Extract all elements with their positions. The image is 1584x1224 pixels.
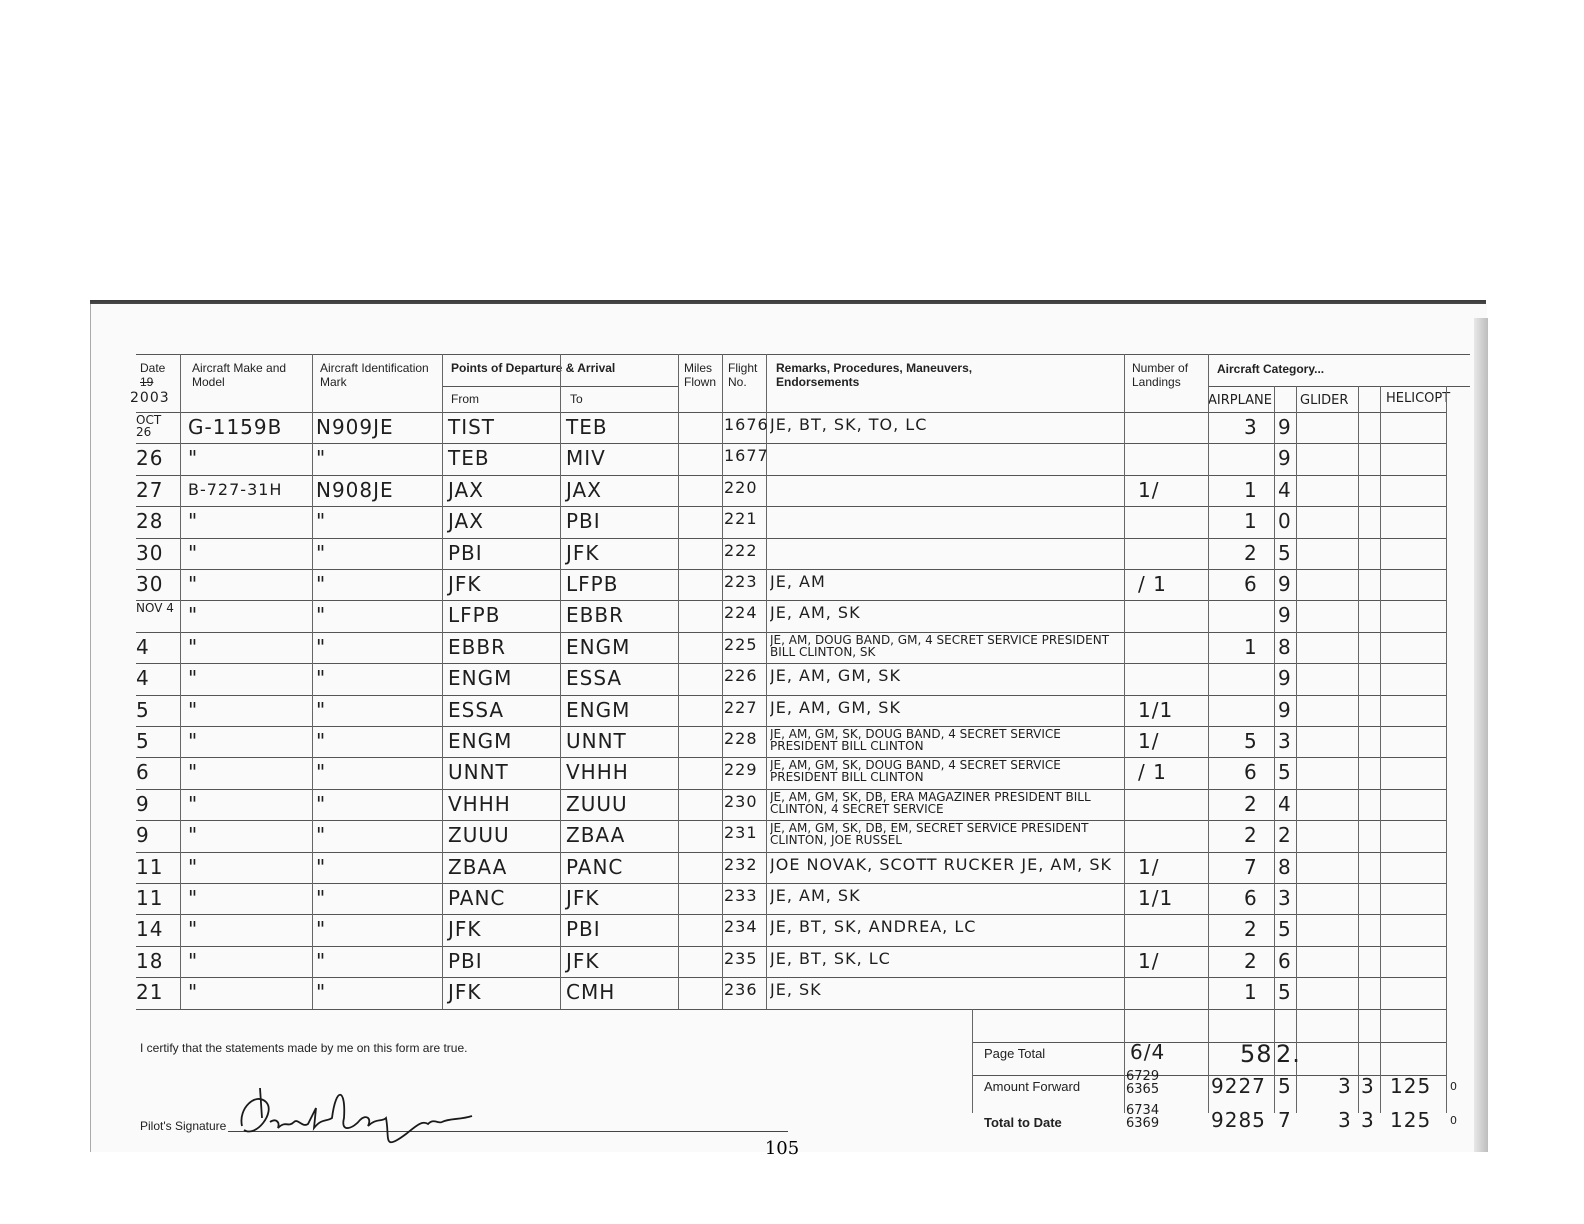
- cell-from: JAX: [448, 477, 484, 502]
- cell-aircraft-ident: ": [316, 446, 327, 471]
- header-date: Date 19: [140, 361, 166, 389]
- cell-aircraft-ident: ": [316, 729, 327, 753]
- cell-flight-number: 236: [724, 980, 758, 1000]
- cell-flight-number: 226: [724, 666, 758, 686]
- cell-aircraft-ident: ": [316, 634, 327, 659]
- header-points: Points of Departure & Arrival: [451, 361, 616, 375]
- cell-from: UNNT: [448, 760, 509, 785]
- header-landings: Number of Landings: [1132, 361, 1189, 389]
- cell-flight-number: 227: [724, 697, 758, 717]
- amount-forward-hours: 9227: [1211, 1074, 1266, 1098]
- category-subheader-rule: [1208, 386, 1470, 387]
- page-total-tenths: 2.: [1276, 1040, 1301, 1068]
- row-rule: [136, 443, 1446, 444]
- header-remarks: Remarks, Procedures, Maneuvers, Endorsements: [776, 361, 973, 389]
- cell-aircraft-make: ": [188, 823, 199, 848]
- cell-remarks: [770, 478, 1120, 506]
- category-glider: GLIDER: [1300, 393, 1349, 408]
- cell-airplane-tenths: 8: [1278, 634, 1292, 659]
- cell-aircraft-ident: N908JE: [316, 477, 394, 502]
- category-column-rule: [1296, 386, 1297, 1009]
- category-helicopter: HELICOPT: [1386, 391, 1451, 406]
- cell-date: 30: [136, 540, 164, 565]
- cell-to: JFK: [566, 886, 600, 910]
- footer-column-rule: [1446, 1009, 1447, 1113]
- cell-flight-number: 1676: [724, 415, 769, 434]
- cell-airplane-hours: 2: [1244, 823, 1258, 848]
- cell-to: ENGM: [566, 697, 631, 722]
- cell-from: TEB: [448, 446, 490, 471]
- cell-date: 6: [136, 760, 150, 785]
- cell-airplane-hours: 1: [1244, 980, 1258, 1005]
- cell-landings: 1/: [1138, 854, 1160, 879]
- cell-from: JAX: [448, 509, 484, 534]
- cell-landings: 1/: [1138, 948, 1160, 973]
- cell-landings: 1/1: [1138, 697, 1174, 722]
- cell-airplane-hours: 6: [1244, 886, 1258, 910]
- cell-airplane-hours: 7: [1244, 854, 1258, 879]
- cell-to: MIV: [566, 446, 606, 471]
- cell-remarks: [770, 446, 1120, 474]
- row-rule: [136, 977, 1446, 978]
- footer-rule: [972, 1042, 1446, 1043]
- footer-column-rule: [1358, 1009, 1359, 1113]
- cell-aircraft-ident: ": [316, 697, 327, 722]
- row-rule: [136, 883, 1446, 884]
- cell-flight-number: 234: [724, 917, 758, 937]
- cell-airplane-tenths: 9: [1278, 603, 1292, 628]
- cell-from: ESSA: [448, 697, 505, 722]
- header-miles: Miles Flown: [684, 361, 717, 389]
- cell-flight-number: 232: [724, 854, 758, 874]
- footer-column-rule: [1380, 1009, 1381, 1113]
- cell-flight-number: 225: [724, 634, 758, 654]
- cell-airplane-hours: 3: [1244, 415, 1258, 439]
- cell-flight-number: 233: [724, 886, 758, 905]
- cell-airplane-hours: 5: [1244, 729, 1258, 753]
- cell-aircraft-make: B-727-31H: [188, 479, 283, 499]
- cell-flight-number: 224: [724, 603, 758, 623]
- header-flight: Flight No.: [728, 361, 758, 389]
- cell-date: 27: [136, 477, 164, 502]
- cell-aircraft-make: ": [188, 729, 199, 753]
- cell-flight-number: 220: [724, 477, 758, 497]
- cell-from: VHHH: [448, 791, 511, 816]
- cell-aircraft-make: ": [188, 854, 199, 879]
- page-total-hours: 58: [1240, 1040, 1273, 1068]
- cell-airplane-hours: 6: [1244, 572, 1258, 596]
- row-rule: [136, 726, 1446, 727]
- cell-flight-number: 229: [724, 760, 758, 780]
- cell-airplane-hours: 2: [1244, 540, 1258, 565]
- cell-remarks: JE, BT, SK, TO, LC: [770, 415, 928, 434]
- cell-date: 11: [136, 854, 164, 879]
- row-rule: [136, 695, 1446, 696]
- column-rule: [560, 354, 561, 1009]
- cell-remarks: JE, BT, SK, ANDREA, LC: [770, 917, 977, 937]
- cell-aircraft-ident: ": [316, 666, 327, 691]
- row-rule: [136, 757, 1446, 758]
- row-rule: [136, 600, 1446, 601]
- amount-forward-glider-b: 3: [1361, 1074, 1375, 1098]
- cell-landings: 1/1: [1138, 886, 1174, 910]
- total-to-date-tenths: 7: [1278, 1108, 1292, 1132]
- cell-aircraft-make: ": [188, 917, 199, 942]
- cell-airplane-tenths: 9: [1278, 446, 1292, 471]
- cell-date: NOV 4: [136, 601, 174, 616]
- cell-to: PANC: [566, 854, 624, 879]
- cell-from: PBI: [448, 948, 483, 973]
- column-rule: [722, 354, 723, 1009]
- header-to: To: [570, 392, 583, 406]
- amount-forward-heli-a: 125: [1390, 1074, 1432, 1098]
- cell-aircraft-make: ": [188, 666, 199, 691]
- cell-to: JFK: [566, 948, 600, 973]
- row-rule: [136, 852, 1446, 853]
- row-rule: [136, 506, 1446, 507]
- cell-aircraft-make: ": [188, 886, 199, 910]
- cell-aircraft-ident: ": [316, 509, 327, 534]
- cell-to: TEB: [566, 415, 608, 439]
- cell-from: EBBR: [448, 634, 506, 659]
- cell-to: ZBAA: [566, 823, 626, 848]
- cell-to: ESSA: [566, 666, 623, 691]
- row-rule: [136, 412, 1446, 413]
- cell-airplane-hours: 1: [1244, 477, 1258, 502]
- cell-remarks: JE, AM, GM, SK, DOUG BAND, 4 SECRET SERVICE PRESIDENT BILL CLINTON: [770, 728, 1061, 753]
- cell-aircraft-ident: ": [316, 948, 327, 973]
- cell-aircraft-make: ": [188, 603, 199, 628]
- cell-date: 5: [136, 697, 150, 722]
- footer-column-rule: [1124, 1009, 1125, 1113]
- footer-column-rule: [1274, 1009, 1275, 1113]
- category-column-rule: [1274, 386, 1275, 1009]
- header-ident: Aircraft Identification Mark: [320, 361, 429, 389]
- cell-from: TIST: [448, 415, 496, 439]
- cell-remarks: JE, AM, GM, SK, DB, EM, SECRET SERVICE PRESIDENT CLINTON, JOE RUSSEL: [770, 822, 1089, 848]
- total-to-date-hours: 9285: [1211, 1108, 1266, 1132]
- cell-airplane-tenths: 9: [1278, 415, 1292, 439]
- total-to-date-heli-a: 125: [1390, 1108, 1432, 1132]
- row-rule: [136, 789, 1446, 790]
- cell-remarks: JOE NOVAK, SCOTT RUCKER JE, AM, SK: [770, 854, 1112, 874]
- cell-remarks: JE, SK: [770, 980, 822, 1000]
- cell-aircraft-make: ": [188, 948, 199, 973]
- page-total-landings: 6/4: [1130, 1040, 1166, 1064]
- cell-remarks: JE, AM, GM, SK: [770, 697, 901, 717]
- cell-airplane-tenths: 3: [1278, 886, 1292, 910]
- cell-remarks: JE, AM, GM, SK: [770, 666, 901, 686]
- cell-remarks: JE, AM, DOUG BAND, GM, 4 SECRET SERVICE PRESIDENT BILL CLINTON, SK: [770, 633, 1110, 659]
- amount-forward-tenths: 5: [1278, 1074, 1292, 1098]
- cell-aircraft-ident: ": [316, 823, 327, 848]
- cell-date: 4: [136, 634, 150, 659]
- cell-remarks: [770, 509, 1120, 537]
- cell-from: JFK: [448, 572, 482, 596]
- cell-flight-number: 221: [724, 509, 758, 529]
- cell-flight-number: 235: [724, 948, 758, 968]
- page-total-label: Page Total: [984, 1046, 1046, 1061]
- cell-landings: 1/: [1138, 729, 1160, 753]
- total-to-date-glider-b: 3: [1361, 1108, 1375, 1132]
- cell-aircraft-ident: ": [316, 917, 327, 942]
- column-rule: [1124, 354, 1125, 1009]
- cell-airplane-tenths: 0: [1278, 509, 1292, 534]
- cell-airplane-tenths: 9: [1278, 666, 1292, 691]
- cell-to: LFPB: [566, 572, 619, 596]
- cell-from: ENGM: [448, 666, 513, 691]
- cell-from: JFK: [448, 980, 482, 1005]
- cell-date: 30: [136, 572, 164, 596]
- cell-remarks: JE, AM: [770, 572, 826, 591]
- cell-airplane-tenths: 6: [1278, 948, 1292, 973]
- cell-from: LFPB: [448, 603, 501, 628]
- cell-airplane-hours: 2: [1244, 917, 1258, 942]
- cell-airplane-tenths: 5: [1278, 760, 1292, 785]
- cell-landings: 1/: [1138, 477, 1160, 502]
- cell-aircraft-make: ": [188, 572, 199, 596]
- cell-date: 11: [136, 886, 164, 910]
- cell-date: OCT 26: [136, 413, 162, 439]
- cell-date: 9: [136, 823, 150, 848]
- cell-date: 28: [136, 509, 164, 534]
- cell-to: JAX: [566, 477, 602, 502]
- cell-to: UNNT: [566, 729, 627, 753]
- cell-date: 18: [136, 948, 164, 973]
- cell-date: 5: [136, 729, 150, 753]
- column-rule: [442, 354, 443, 1009]
- total-to-date-landings: 6734 6369: [1126, 1103, 1160, 1131]
- cell-aircraft-ident: ": [316, 540, 327, 565]
- row-rule: [136, 663, 1446, 664]
- column-rule: [1208, 354, 1209, 1009]
- cell-landings: / 1: [1138, 760, 1167, 785]
- cell-airplane-tenths: 5: [1278, 980, 1292, 1005]
- category-column-rule: [1380, 386, 1381, 1009]
- amount-forward-heli-b: 0: [1450, 1080, 1457, 1093]
- cell-date: 26: [136, 446, 164, 471]
- row-rule: [136, 538, 1446, 539]
- cell-aircraft-ident: ": [316, 980, 327, 1005]
- cell-airplane-tenths: 2: [1278, 823, 1292, 848]
- page-number: 105: [764, 1138, 800, 1159]
- cell-from: ENGM: [448, 729, 513, 753]
- amount-forward-glider-a: 3: [1338, 1074, 1352, 1098]
- row-rule: [136, 1009, 1446, 1010]
- cell-remarks: JE, AM, GM, SK, DB, ERA MAGAZINER PRESIDENT BILL CLINTON, 4 SECRET SERVICE: [770, 790, 1091, 816]
- header-top-rule: [136, 354, 1470, 355]
- cell-flight-number: 1677: [724, 446, 769, 466]
- total-to-date-label: Total to Date: [984, 1115, 1062, 1130]
- cell-airplane-tenths: 4: [1278, 477, 1292, 502]
- cell-aircraft-make: ": [188, 540, 199, 565]
- cell-to: JFK: [566, 540, 600, 565]
- cell-airplane-tenths: 5: [1278, 917, 1292, 942]
- cell-aircraft-ident: ": [316, 603, 327, 628]
- cell-to: CMH: [566, 980, 616, 1005]
- cell-flight-number: 222: [724, 540, 758, 560]
- cell-aircraft-ident: ": [316, 760, 327, 785]
- cell-from: ZBAA: [448, 854, 508, 879]
- cell-airplane-hours: 6: [1244, 760, 1258, 785]
- column-rule: [678, 354, 679, 1009]
- cell-to: VHHH: [566, 760, 629, 785]
- cell-aircraft-make: ": [188, 697, 199, 722]
- cell-from: PANC: [448, 886, 506, 910]
- cell-aircraft-make: ": [188, 760, 199, 785]
- total-to-date-heli-b: 0: [1450, 1114, 1457, 1127]
- cell-aircraft-make: ": [188, 446, 199, 471]
- cell-airplane-tenths: 5: [1278, 540, 1292, 565]
- cell-to: EBBR: [566, 603, 624, 628]
- cell-date: 21: [136, 980, 164, 1005]
- cell-aircraft-make: ": [188, 509, 199, 534]
- cell-landings: / 1: [1138, 572, 1167, 596]
- cell-flight-number: 230: [724, 791, 758, 811]
- cell-remarks: JE, AM, GM, SK, DOUG BAND, 4 SECRET SERVICE PRESIDENT BILL CLINTON: [770, 759, 1061, 785]
- cell-airplane-hours: 1: [1244, 634, 1258, 659]
- total-to-date-glider-a: 3: [1338, 1108, 1352, 1132]
- cell-aircraft-ident: ": [316, 854, 327, 879]
- column-rule: [180, 354, 181, 1009]
- category-airplane: AIRPLANE: [1208, 393, 1272, 408]
- row-rule: [136, 820, 1446, 821]
- cell-aircraft-ident: ": [316, 886, 327, 910]
- header-category: Aircraft Category...: [1217, 362, 1325, 376]
- footer-rule: [972, 1075, 1446, 1076]
- cell-to: ZUUU: [566, 791, 628, 816]
- row-rule: [136, 632, 1446, 633]
- header-make-model: Aircraft Make and Model: [192, 361, 287, 389]
- column-rule: [312, 354, 313, 1009]
- category-column-rule: [1358, 386, 1359, 1009]
- row-rule: [136, 914, 1446, 915]
- cell-from: PBI: [448, 540, 483, 565]
- row-rule: [136, 475, 1446, 476]
- cell-aircraft-ident: ": [316, 572, 327, 596]
- cell-flight-number: 231: [724, 823, 758, 843]
- scan-right-edge: [1474, 318, 1488, 1152]
- footer-column-rule: [972, 1009, 973, 1113]
- cell-from: ZUUU: [448, 823, 510, 848]
- cell-remarks: JE, AM, SK: [770, 603, 861, 623]
- cell-airplane-hours: 1: [1244, 509, 1258, 534]
- cell-airplane-tenths: 3: [1278, 729, 1292, 753]
- cell-to: PBI: [566, 509, 601, 534]
- cell-flight-number: 223: [724, 572, 758, 591]
- cell-aircraft-ident: N909JE: [316, 415, 394, 439]
- cell-airplane-tenths: 4: [1278, 791, 1292, 816]
- row-rule: [136, 946, 1446, 947]
- category-column-rule: [1446, 386, 1447, 1009]
- cell-to: PBI: [566, 917, 601, 942]
- cell-airplane-tenths: 8: [1278, 854, 1292, 879]
- cell-remarks: [770, 541, 1120, 569]
- points-column-rule: [560, 386, 561, 412]
- cell-to: ENGM: [566, 634, 631, 659]
- cell-remarks: JE, AM, SK: [770, 886, 861, 905]
- cell-aircraft-make: ": [188, 980, 199, 1005]
- cell-aircraft-make: ": [188, 791, 199, 816]
- cell-airplane-tenths: 9: [1278, 697, 1292, 722]
- footer-column-rule: [1208, 1009, 1209, 1113]
- amount-forward-landings: 6729 6365: [1126, 1069, 1160, 1097]
- signature-label: Pilot's Signature: [140, 1119, 227, 1133]
- certify-statement: I certify that the statements made by me on this form are true.: [140, 1041, 468, 1055]
- cell-aircraft-ident: ": [316, 791, 327, 816]
- cell-airplane-tenths: 9: [1278, 572, 1292, 596]
- cell-aircraft-make: G-1159B: [188, 415, 283, 439]
- cell-remarks: JE, BT, SK, LC: [770, 948, 891, 968]
- cell-flight-number: 228: [724, 729, 758, 748]
- cell-date: 14: [136, 917, 164, 942]
- pilot-signature: [236, 1078, 476, 1154]
- header-year: 2003: [130, 390, 170, 406]
- cell-airplane-hours: 2: [1244, 948, 1258, 973]
- header-from: From: [451, 392, 479, 406]
- cell-from: JFK: [448, 917, 482, 942]
- cell-date: 9: [136, 791, 150, 816]
- cell-aircraft-make: ": [188, 634, 199, 659]
- amount-forward-label: Amount Forward: [984, 1079, 1081, 1094]
- row-rule: [136, 569, 1446, 570]
- cell-airplane-hours: 2: [1244, 791, 1258, 816]
- cell-date: 4: [136, 666, 150, 691]
